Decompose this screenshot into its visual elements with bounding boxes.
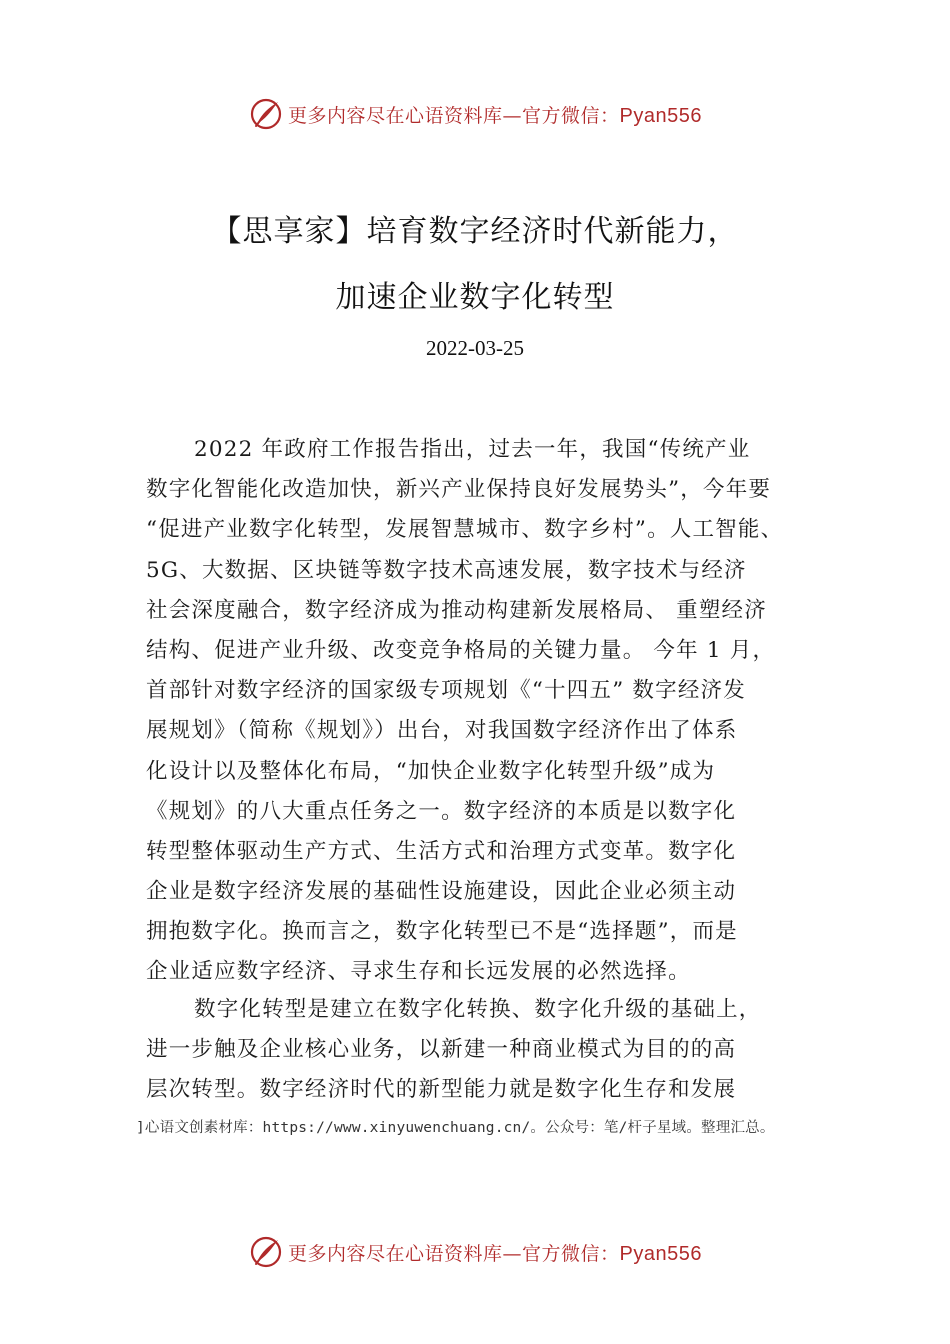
text-line: 展规划》（简称《规划》）出台，对我国数字经济作出了体系: [146, 718, 738, 744]
text-line: 化设计以及整体化布局，“加快企业数字化转型升级”成为: [146, 758, 716, 784]
top-banner: [0, 94, 950, 134]
text-line: 结构、促进产业升级、改变竞争格局的关键力量。 今年 1 月，: [146, 637, 776, 663]
bottom-banner: [0, 1232, 950, 1272]
text-line: 2022 年政府工作报告指出，过去一年，我国“传统产业: [194, 437, 751, 462]
source-note: ]心语文创素材库：https://www.xinyuwenchuang.cn/。公众号：笔/杆子星域。整理汇总。: [136, 1120, 775, 1136]
text-line: 企业是数字经济发展的基础性设施建设，因此企业必须主动: [146, 879, 737, 905]
quill-logo-icon: [248, 1234, 284, 1270]
text-line: 层次转型。数字经济时代的新型能力就是数字化生存和发展: [146, 1077, 737, 1103]
text-line: 转型整体驱动生产方式、生活方式和治理方式变革。数字化: [146, 838, 737, 864]
text-line: 首部针对数字经济的国家级专项规划《“十四五” 数字经济发: [146, 678, 746, 704]
text-line: 数字化智能化改造加快，新兴产业保持良好发展势头”，今年要: [146, 477, 772, 503]
text-line: 进一步触及企业核心业务，以新建一种商业模式为目的的高: [146, 1037, 737, 1063]
banner-text: 更多内容尽在心语资料库—官方微信：Pyan556: [288, 104, 702, 127]
text-line: 5G、大数据、区块链等数字技术高速发展，数字技术与经济: [146, 557, 747, 583]
text-line: 数字化转型是建立在数字化转换、数字化升级的基础上，: [194, 997, 762, 1022]
text-line: 拥抱数字化。换而言之，数字化转型已不是“选择题”，而是: [146, 919, 738, 945]
page-title-line-1: 【思享家】培育数字经济时代新能力，: [211, 214, 739, 249]
text-line: “促进产业数字化转型，发展智慧城市、数字乡村”。人工智能、: [146, 517, 784, 543]
publish-date: 2022-03-25: [426, 336, 524, 360]
text-line: 《规划》的八大重点任务之一。数字经济的本质是以数字化: [146, 798, 737, 824]
quill-logo-icon: [248, 96, 284, 132]
paragraph-2: [146, 990, 836, 1111]
banner-text: 更多内容尽在心语资料库—官方微信：Pyan556: [288, 1242, 702, 1265]
text-line: 企业适应数字经济、寻求生存和长远发展的必然选择。: [146, 959, 691, 985]
paragraph-1: [146, 430, 836, 993]
text-line: 社会深度融合，数字经济成为推动构建新发展格局、 重塑经济: [146, 597, 767, 623]
page-title-line-2: 加速企业数字化转型: [335, 280, 615, 315]
